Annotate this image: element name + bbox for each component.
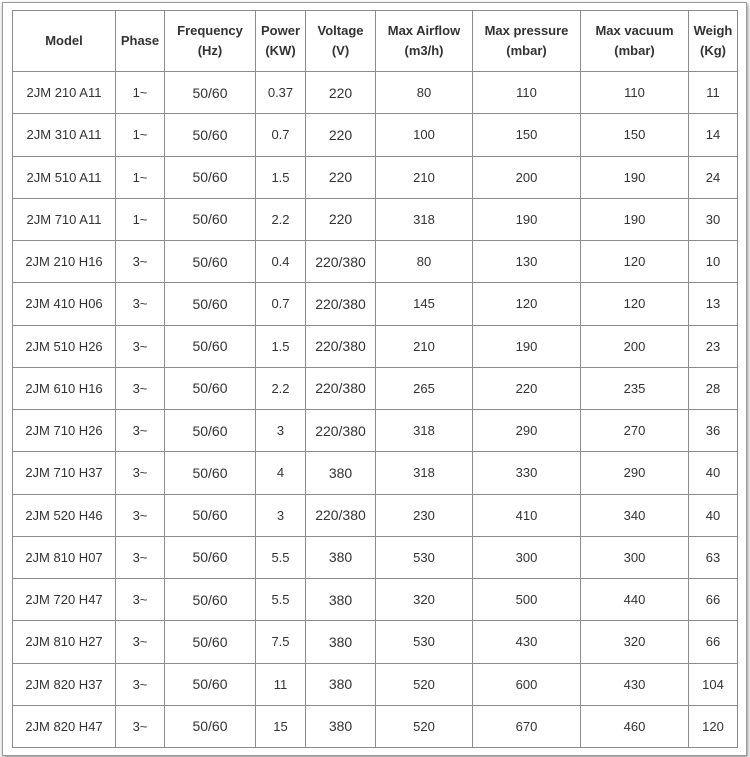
power-cell: 0.7 xyxy=(256,114,306,156)
phase-cell: 3~ xyxy=(116,705,165,747)
weight-cell: 66 xyxy=(689,579,738,621)
weight-cell: 120 xyxy=(689,705,738,747)
airflow-cell: 520 xyxy=(376,663,473,705)
column-header-weight: Weigh (Kg) xyxy=(689,11,738,72)
power-cell: 0.7 xyxy=(256,283,306,325)
phase-cell: 3~ xyxy=(116,536,165,578)
model-cell: 2JM 520 H46 xyxy=(13,494,116,536)
airflow-cell: 530 xyxy=(376,621,473,663)
power-cell: 2.2 xyxy=(256,367,306,409)
power-cell: 15 xyxy=(256,705,306,747)
table-body xyxy=(13,72,738,748)
weight-cell: 63 xyxy=(689,536,738,578)
phase-cell: 3~ xyxy=(116,579,165,621)
airflow-cell: 230 xyxy=(376,494,473,536)
table-row xyxy=(13,410,738,452)
airflow-cell: 80 xyxy=(376,241,473,283)
weight-cell: 23 xyxy=(689,325,738,367)
phase-cell: 3~ xyxy=(116,410,165,452)
power-cell: 5.5 xyxy=(256,536,306,578)
voltage-cell: 220/380 xyxy=(306,367,376,409)
phase-cell: 1~ xyxy=(116,156,165,198)
vacuum-cell: 340 xyxy=(581,494,689,536)
frequency-cell: 50/60 xyxy=(165,579,256,621)
pressure-cell: 600 xyxy=(473,663,581,705)
airflow-cell: 210 xyxy=(376,156,473,198)
airflow-cell: 80 xyxy=(376,72,473,114)
vacuum-cell: 290 xyxy=(581,452,689,494)
frequency-cell: 50/60 xyxy=(165,367,256,409)
weight-cell: 104 xyxy=(689,663,738,705)
weight-cell: 40 xyxy=(689,494,738,536)
model-cell: 2JM 310 A11 xyxy=(13,114,116,156)
pressure-cell: 430 xyxy=(473,621,581,663)
model-cell: 2JM 410 H06 xyxy=(13,283,116,325)
vacuum-cell: 235 xyxy=(581,367,689,409)
voltage-cell: 380 xyxy=(306,536,376,578)
phase-cell: 3~ xyxy=(116,241,165,283)
pressure-cell: 200 xyxy=(473,156,581,198)
weight-cell: 10 xyxy=(689,241,738,283)
table-row xyxy=(13,663,738,705)
airflow-cell: 530 xyxy=(376,536,473,578)
power-cell: 3 xyxy=(256,494,306,536)
vacuum-cell: 110 xyxy=(581,72,689,114)
phase-cell: 3~ xyxy=(116,283,165,325)
weight-cell: 30 xyxy=(689,198,738,240)
table-row xyxy=(13,367,738,409)
voltage-cell: 220 xyxy=(306,114,376,156)
voltage-cell: 220 xyxy=(306,198,376,240)
frequency-cell: 50/60 xyxy=(165,72,256,114)
model-cell: 2JM 810 H27 xyxy=(13,621,116,663)
pressure-cell: 290 xyxy=(473,410,581,452)
table-row xyxy=(13,705,738,747)
voltage-cell: 220 xyxy=(306,156,376,198)
model-cell: 2JM 510 A11 xyxy=(13,156,116,198)
model-cell: 2JM 210 H16 xyxy=(13,241,116,283)
model-cell: 2JM 610 H16 xyxy=(13,367,116,409)
pressure-cell: 500 xyxy=(473,579,581,621)
frequency-cell: 50/60 xyxy=(165,325,256,367)
phase-cell: 3~ xyxy=(116,452,165,494)
vacuum-cell: 120 xyxy=(581,283,689,325)
power-cell: 0.37 xyxy=(256,72,306,114)
airflow-cell: 265 xyxy=(376,367,473,409)
column-header-max-vacuum: Max vacuum (mbar) xyxy=(581,11,689,72)
pressure-cell: 150 xyxy=(473,114,581,156)
vacuum-cell: 190 xyxy=(581,156,689,198)
header-row xyxy=(13,11,738,72)
voltage-cell: 380 xyxy=(306,705,376,747)
model-cell: 2JM 710 H37 xyxy=(13,452,116,494)
phase-cell: 3~ xyxy=(116,325,165,367)
column-header-voltage: Voltage (V) xyxy=(306,11,376,72)
airflow-cell: 210 xyxy=(376,325,473,367)
vacuum-cell: 200 xyxy=(581,325,689,367)
model-cell: 2JM 720 H47 xyxy=(13,579,116,621)
phase-cell: 1~ xyxy=(116,114,165,156)
frequency-cell: 50/60 xyxy=(165,536,256,578)
phase-cell: 1~ xyxy=(116,198,165,240)
table-row xyxy=(13,536,738,578)
pressure-cell: 130 xyxy=(473,241,581,283)
vacuum-cell: 150 xyxy=(581,114,689,156)
frequency-cell: 50/60 xyxy=(165,494,256,536)
frequency-cell: 50/60 xyxy=(165,198,256,240)
weight-cell: 66 xyxy=(689,621,738,663)
voltage-cell: 220/380 xyxy=(306,494,376,536)
pressure-cell: 120 xyxy=(473,283,581,325)
frequency-cell: 50/60 xyxy=(165,705,256,747)
table-row xyxy=(13,452,738,494)
phase-cell: 3~ xyxy=(116,494,165,536)
airflow-cell: 318 xyxy=(376,452,473,494)
voltage-cell: 380 xyxy=(306,663,376,705)
airflow-cell: 520 xyxy=(376,705,473,747)
model-cell: 2JM 820 H37 xyxy=(13,663,116,705)
phase-cell: 3~ xyxy=(116,367,165,409)
power-cell: 2.2 xyxy=(256,198,306,240)
table-row xyxy=(13,283,738,325)
airflow-cell: 145 xyxy=(376,283,473,325)
power-cell: 3 xyxy=(256,410,306,452)
table-frame xyxy=(2,2,747,756)
column-header-max-airflow: Max Airflow (m3/h) xyxy=(376,11,473,72)
pressure-cell: 330 xyxy=(473,452,581,494)
pressure-cell: 300 xyxy=(473,536,581,578)
table-row xyxy=(13,72,738,114)
voltage-cell: 220/380 xyxy=(306,325,376,367)
model-cell: 2JM 710 H26 xyxy=(13,410,116,452)
pressure-cell: 190 xyxy=(473,325,581,367)
weight-cell: 24 xyxy=(689,156,738,198)
weight-cell: 11 xyxy=(689,72,738,114)
voltage-cell: 220/380 xyxy=(306,241,376,283)
frequency-cell: 50/60 xyxy=(165,156,256,198)
frequency-cell: 50/60 xyxy=(165,663,256,705)
frequency-cell: 50/60 xyxy=(165,283,256,325)
weight-cell: 13 xyxy=(689,283,738,325)
vacuum-cell: 300 xyxy=(581,536,689,578)
table-row xyxy=(13,241,738,283)
voltage-cell: 220/380 xyxy=(306,410,376,452)
power-cell: 11 xyxy=(256,663,306,705)
airflow-cell: 100 xyxy=(376,114,473,156)
airflow-cell: 318 xyxy=(376,198,473,240)
column-header-model: Model xyxy=(13,11,116,72)
phase-cell: 1~ xyxy=(116,72,165,114)
power-cell: 7.5 xyxy=(256,621,306,663)
model-cell: 2JM 210 A11 xyxy=(13,72,116,114)
vacuum-cell: 270 xyxy=(581,410,689,452)
frequency-cell: 50/60 xyxy=(165,452,256,494)
model-cell: 2JM 820 H47 xyxy=(13,705,116,747)
spec-table xyxy=(12,10,738,748)
frequency-cell: 50/60 xyxy=(165,410,256,452)
phase-cell: 3~ xyxy=(116,621,165,663)
power-cell: 1.5 xyxy=(256,325,306,367)
voltage-cell: 380 xyxy=(306,621,376,663)
table-row xyxy=(13,579,738,621)
vacuum-cell: 440 xyxy=(581,579,689,621)
power-cell: 1.5 xyxy=(256,156,306,198)
pressure-cell: 410 xyxy=(473,494,581,536)
voltage-cell: 380 xyxy=(306,452,376,494)
power-cell: 4 xyxy=(256,452,306,494)
weight-cell: 36 xyxy=(689,410,738,452)
table-row xyxy=(13,156,738,198)
airflow-cell: 320 xyxy=(376,579,473,621)
weight-cell: 14 xyxy=(689,114,738,156)
vacuum-cell: 460 xyxy=(581,705,689,747)
voltage-cell: 220/380 xyxy=(306,283,376,325)
table-header xyxy=(13,11,738,72)
vacuum-cell: 430 xyxy=(581,663,689,705)
model-cell: 2JM 510 H26 xyxy=(13,325,116,367)
power-cell: 5.5 xyxy=(256,579,306,621)
column-header-frequency: Frequency (Hz) xyxy=(165,11,256,72)
weight-cell: 28 xyxy=(689,367,738,409)
column-header-max-pressure: Max pressure (mbar) xyxy=(473,11,581,72)
voltage-cell: 380 xyxy=(306,579,376,621)
pressure-cell: 670 xyxy=(473,705,581,747)
table-row xyxy=(13,325,738,367)
airflow-cell: 318 xyxy=(376,410,473,452)
model-cell: 2JM 710 A11 xyxy=(13,198,116,240)
column-header-phase: Phase xyxy=(116,11,165,72)
table-row xyxy=(13,198,738,240)
phase-cell: 3~ xyxy=(116,663,165,705)
vacuum-cell: 320 xyxy=(581,621,689,663)
vacuum-cell: 190 xyxy=(581,198,689,240)
pressure-cell: 110 xyxy=(473,72,581,114)
pressure-cell: 190 xyxy=(473,198,581,240)
table-row xyxy=(13,621,738,663)
pressure-cell: 220 xyxy=(473,367,581,409)
table-row xyxy=(13,114,738,156)
voltage-cell: 220 xyxy=(306,72,376,114)
frequency-cell: 50/60 xyxy=(165,621,256,663)
vacuum-cell: 120 xyxy=(581,241,689,283)
frequency-cell: 50/60 xyxy=(165,241,256,283)
weight-cell: 40 xyxy=(689,452,738,494)
power-cell: 0.4 xyxy=(256,241,306,283)
model-cell: 2JM 810 H07 xyxy=(13,536,116,578)
table-row xyxy=(13,494,738,536)
frequency-cell: 50/60 xyxy=(165,114,256,156)
column-header-power: Power (KW) xyxy=(256,11,306,72)
